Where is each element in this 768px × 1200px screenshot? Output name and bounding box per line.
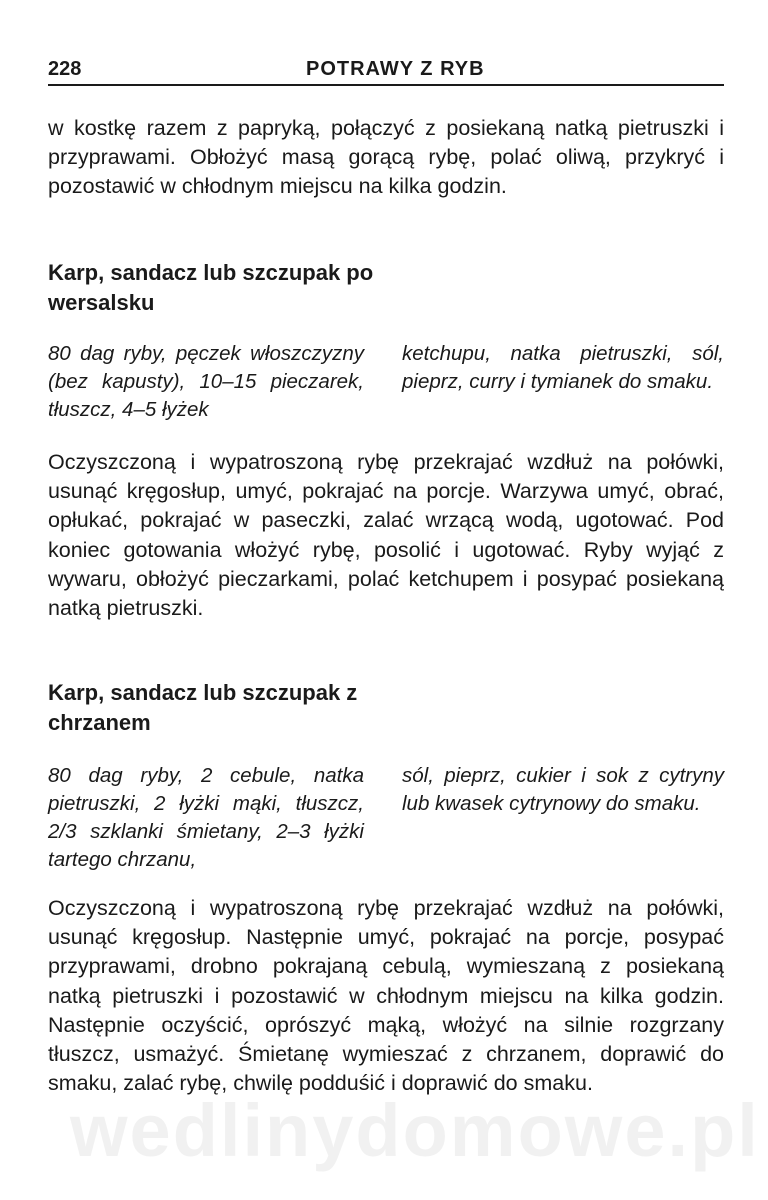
page-number: 228 <box>48 58 82 80</box>
intro-paragraph-block <box>48 114 724 202</box>
recipe-ingredients-left: 80 dag ryby, pęczek włoszczyzny (bez kapusty), 10–15 pieczarek, tłuszcz, 4–5 łyżek <box>48 342 364 421</box>
section-title: POTRAWY Z RYB <box>306 58 485 80</box>
recipe-2-title-block <box>48 678 724 738</box>
page-header <box>48 56 724 86</box>
recipe-2-method-block <box>48 894 724 1098</box>
recipe-title: Karp, sandacz lub szczupak po wersalsku <box>48 260 374 315</box>
recipe-ingredients-left: 80 dag ryby, 2 cebule, natka pietruszki, 2 łyżki mąki, tłuszcz, 2/3 szklanki śmietany, 2–3 łyżki tartego chrzanu, <box>48 764 364 871</box>
recipe-1-title-block <box>48 258 724 318</box>
recipe-ingredients-right: sól, pieprz, cukier i sok z cytryny lub kwasek cytrynowy do smaku. <box>402 764 724 815</box>
intro-paragraph: w kostkę razem z papryką, połączyć z posiekaną natką pietruszki i przyprawami. Obłożyć masą gorącą rybę, polać oliwą, przykryć i pozostawić w chłodnym miejscu na kilka godzin. <box>48 116 724 199</box>
recipe-ingredients-right: ketchupu, natka pietruszki, sól, pieprz, curry i tymianek do smaku. <box>402 342 724 393</box>
recipe-1-method-block <box>48 448 724 623</box>
watermark-text: wedlinydomowe.pl <box>70 1089 760 1172</box>
recipe-method: Oczyszczoną i wypatroszoną rybę przekrajać wzdłuż na połówki, usunąć kręgosłup, umyć, pokrajać na porcje. Warzywa umyć, obrać, opłukać, pokrajać w paseczki, zalać wrzącą wodą, ugotować. Pod koniec gotowania włożyć rybę, posolić i ugotować. Ryby wyjąć z wywaru, obłożyć pieczarkami, polać ketchupem i posypać posiekaną natką pietruszki. <box>48 450 724 621</box>
recipe-title: Karp, sandacz lub szczupak z chrzanem <box>48 680 358 735</box>
recipe-method: Oczyszczoną i wypatroszoną rybę przekrajać wzdłuż na połówki, usunąć kręgosłup. Następnie umyć, pokrajać na porcje, posypać przyprawami, drobno pokrajaną cebulą, wymieszaną z posiekaną natką pietruszki i pozostawić w chłodnym miejscu na kilka godzin. Następnie oczyścić, oprószyć mąką, włożyć na silnie rozgrzany tłuszcz, usmażyć. Śmietanę wymieszać z chrzanem, doprawić do smaku, zalać rybę, chwilę podduśić i doprawić do smaku. <box>48 896 724 1096</box>
